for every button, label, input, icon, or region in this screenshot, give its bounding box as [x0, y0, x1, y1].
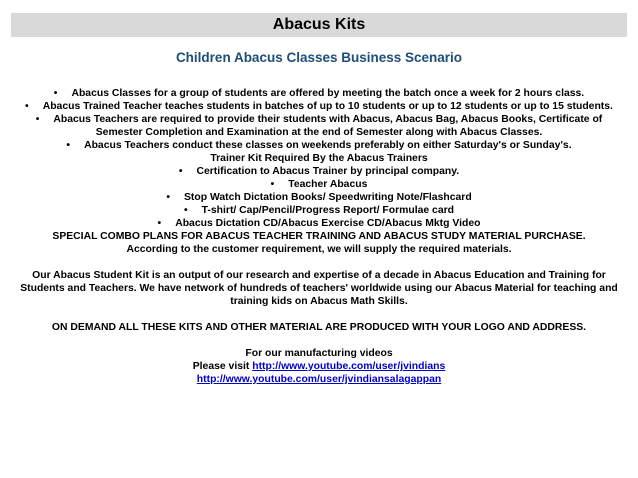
videos-link-line — [10, 373, 628, 386]
list-item: • Abacus Trained Teacher teaches students in batches of up to 10 students or up to 12 students or up to 15 students. — [10, 100, 628, 113]
visit-prefix: Please visit — [192, 361, 253, 372]
list-item: • Abacus Teachers are required to provide their students with Abacus, Abacus Bag, Abacus Books, Certificate of Semester Completion and Examination at the end of Semester along with Abacus Classes. — [10, 113, 628, 139]
youtube-link-jvindians[interactable]: http://www.youtube.com/user/jvindians — [252, 361, 446, 372]
list-item: • T-shirt/ Cap/Pencil/Progress Report/ Formulae card — [10, 204, 628, 217]
list-item: • Certification to Abacus Trainer by principal company. — [10, 165, 628, 178]
spacer — [10, 256, 628, 269]
list-item: • Teacher Abacus — [10, 178, 628, 191]
classes-bullet-list — [10, 87, 628, 152]
videos-heading: For our manufacturing videos — [245, 348, 393, 359]
list-item: • Abacus Teachers conduct these classes on weekends preferably on either Saturday's or Sunday's. — [10, 139, 628, 152]
title-bar — [11, 13, 627, 37]
list-item: • Abacus Classes for a group of students are offered by meeting the batch once a week for 2 hours class. — [10, 87, 628, 100]
kit-description: Our Abacus Student Kit is an output of our research and expertise of a decade in Abacus Education and Training for Students and Teachers. We have network of hundreds of teachers' worldwide using our Abacus Material for teaching and training kids on Abacus Math Skills. — [20, 270, 618, 307]
trainer-kit-heading: Trainer Kit Required By the Abacus Trainers — [210, 153, 428, 164]
spacer — [10, 334, 628, 347]
youtube-link-jvindiansalagappan[interactable]: http://www.youtube.com/user/jvindiansalagappan — [196, 374, 442, 385]
videos-visit-line — [10, 360, 628, 373]
content-body — [10, 87, 628, 386]
trainer-kit-list — [10, 165, 628, 230]
page-title: Abacus Kits — [272, 16, 366, 33]
list-item: • Abacus Dictation CD/Abacus Exercise CD/Abacus Mktg Video — [10, 217, 628, 230]
combo-plans-text: SPECIAL COMBO PLANS FOR ABACUS TEACHER TRAINING AND ABACUS STUDY MATERIAL PURCHASE. — [52, 231, 586, 242]
page-subtitle: Children Abacus Classes Business Scenario — [175, 50, 463, 65]
list-item: • Stop Watch Dictation Books/ Speedwriting Note/Flashcard — [10, 191, 628, 204]
on-demand-text: ON DEMAND ALL THESE KITS AND OTHER MATERIAL ARE PRODUCED WITH YOUR LOGO AND ADDRESS. — [51, 322, 587, 333]
spacer — [10, 308, 628, 321]
supply-note: According to the customer requirement, we will supply the required materials. — [126, 244, 512, 255]
